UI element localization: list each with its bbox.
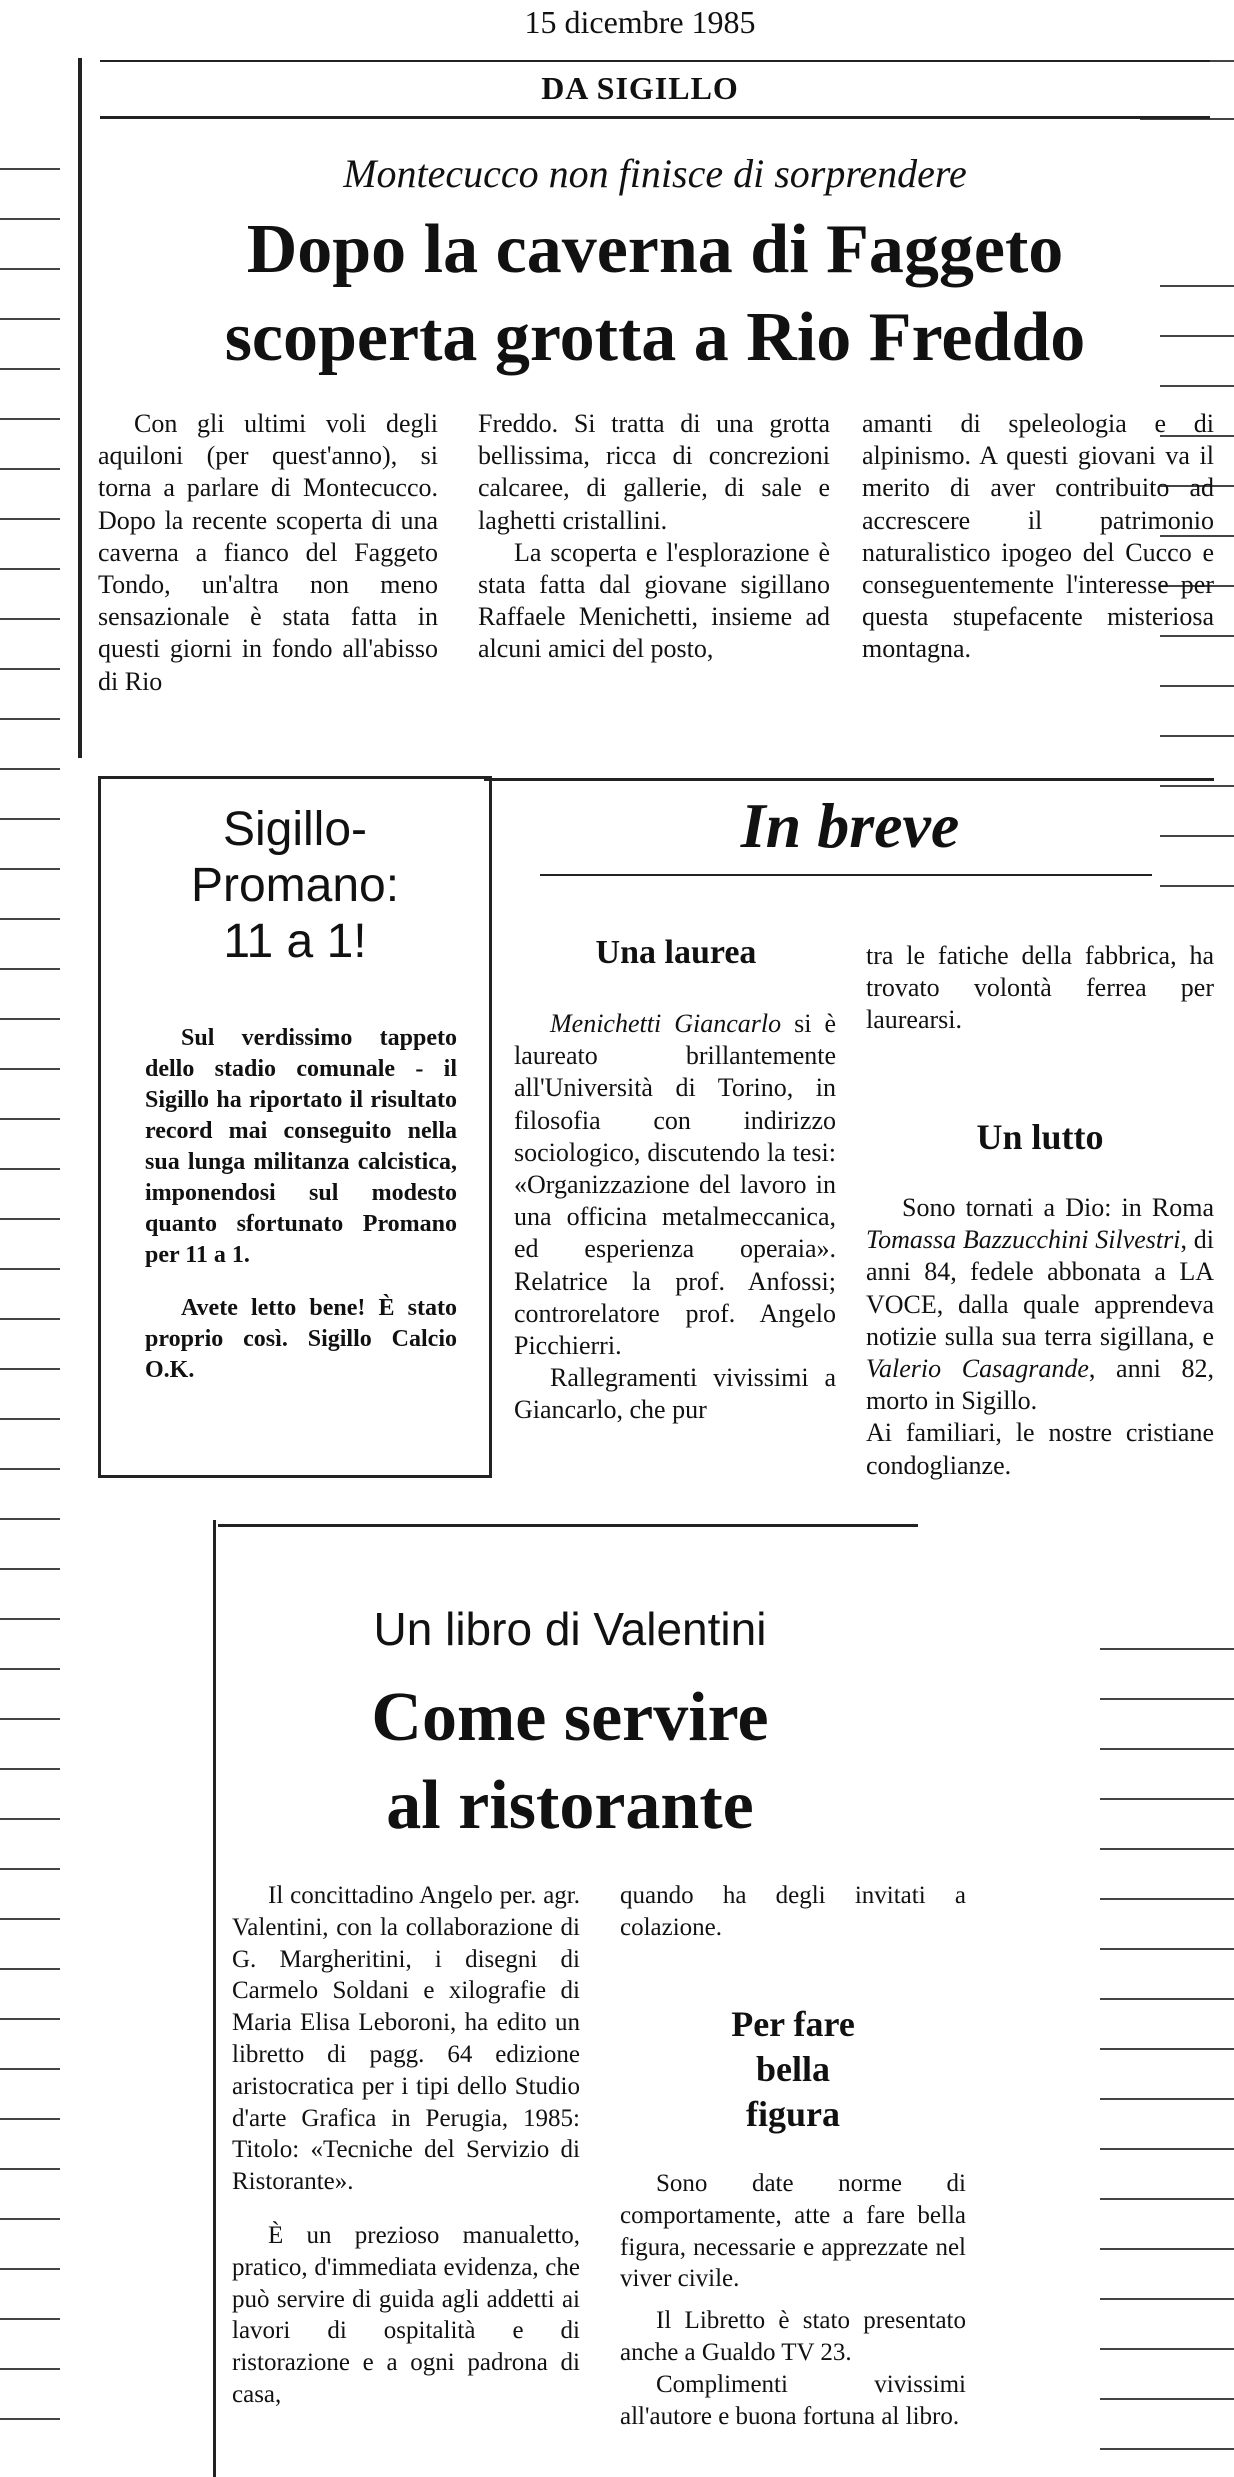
article2-subhead-line1: Per fare bbox=[731, 2004, 855, 2044]
left-vertical-rule-bottom bbox=[213, 1520, 216, 2477]
lutto-text-b: , di anni 84, fedele abbonata a LA VOCE, dalla quale apprendeva notizie sulla sua terra sigillana, e bbox=[866, 1225, 1214, 1351]
section-title: DA SIGILLO bbox=[541, 70, 739, 106]
issue-date: 15 dicembre 1985 bbox=[524, 4, 756, 40]
article2-col2-text-1: quando ha degli invitati a colazione. bbox=[620, 1882, 966, 1941]
article2-col1-text-2: È un prezioso manualetto, pratico, d'immediata evidenza, che può servire di guida agli addetti ai lavori di ospitalità e di ristorazione e a ogni padrona di casa, bbox=[232, 2221, 580, 2408]
article2-col2-text-2: Sono date norme di comportamente, atte a fare bella figura, necessarie e apprezzate nel viver civile. bbox=[620, 2170, 966, 2293]
left-vertical-rule bbox=[78, 58, 82, 758]
lutto-name-1: Tomassa Bazzucchini Silvestri bbox=[866, 1225, 1181, 1255]
laurea-column-2 bbox=[866, 940, 1214, 1037]
article2-col2-text-3: Il Libretto è stato presentato anche a Gualdo TV 23. bbox=[620, 2307, 966, 2366]
article1-column-2 bbox=[478, 408, 830, 666]
lutto-text-a: Sono tornati a Dio: in Roma bbox=[902, 1193, 1214, 1222]
sport-box bbox=[98, 776, 492, 1478]
lutto-text-2: Ai familiari, le nostre cristiane condoglianze. bbox=[866, 1418, 1214, 1480]
sport-box-title-2: Promano: bbox=[190, 859, 400, 912]
header-rule-bottom bbox=[100, 116, 1210, 119]
laurea-text-3: tra le fatiche della fabbrica, ha trovato volontà ferrea per laurearsi. bbox=[866, 941, 1214, 1035]
laurea-text-2: Rallegramenti vivissimi a Giancarlo, che pur bbox=[514, 1363, 836, 1425]
article2-kicker: Un libro di Valentini bbox=[373, 1603, 767, 1655]
lutto-text-c: , anni 82, morto in Sigillo. bbox=[866, 1354, 1214, 1416]
article2-col1-text-1: Il concittadino Angelo per. agr. Valentini, con la collaborazione di G. Margheritini, i disegni di Carmelo Soldani e xilografie di Maria Elisa Leboroni, ha edito un libretto di pagg. 64 edizione aristocratica per i tipi dello Studio d'arte Grafica in Perugia, 1985: Titolo: «Tecniche del Servizio di Ristorante». bbox=[232, 1882, 580, 2196]
sport-box-title-1: Sigillo- bbox=[222, 803, 368, 856]
lutto-name-2: Valerio Casagrande bbox=[866, 1354, 1089, 1384]
laurea-column-1 bbox=[514, 1008, 836, 1427]
article2-headline-line2: al ristorante bbox=[386, 1767, 754, 1844]
inbreve-rule-top bbox=[484, 778, 1214, 781]
lutto-text-1 bbox=[866, 1192, 1214, 1417]
laurea-text-1 bbox=[514, 1008, 836, 1362]
lutto-column bbox=[866, 1192, 1214, 1482]
sport-box-text-2: Avete letto bene! È stato proprio così. Sigillo Calcio O.K. bbox=[145, 1295, 457, 1383]
article1-col3-text: amanti di speleologia e di alpinismo. A questi giovani va il merito di aver contribuito ad accrescere il patrimonio naturalistico ipogeo del Cucco e conseguentemente l'interesse per questa stupefacente misteriosa montagna. bbox=[862, 409, 1214, 664]
article2-rule-top bbox=[218, 1524, 918, 1527]
article1-headline-line1: Dopo la caverna di Faggeto bbox=[246, 211, 1064, 288]
article1-kicker: Montecucco non finisce di sorprendere bbox=[343, 151, 967, 196]
article1-column-3 bbox=[862, 408, 1214, 666]
sport-box-title-3: 11 a 1! bbox=[223, 915, 367, 968]
article2-column-2 bbox=[620, 1880, 966, 1944]
article2-column-2b bbox=[620, 2168, 966, 2432]
inbreve-rule-bottom bbox=[540, 874, 1152, 876]
article1-column-1 bbox=[98, 408, 438, 698]
laurea-text-1-rest: si è laureato brillantemente all'Università di Torino, in filosofia con indirizzo sociologico, discutendo la tesi: «Organizzazione del lavoro in una officina metalmeccanica, ed esperienza operaia». Relatrice la prof. Anfossi; controrelatore prof. Angelo Picchierri. bbox=[514, 1009, 836, 1361]
inbreve-title: In breve bbox=[740, 790, 960, 861]
article1-col2-text-2: La scoperta e l'esplorazione è stata fatta dal giovane sigillano Raffaele Menichetti, insieme ad alcuni amici del posto, bbox=[478, 537, 830, 664]
article2-subhead-line2: bella bbox=[755, 2049, 830, 2089]
lutto-heading: Un lutto bbox=[976, 1117, 1104, 1157]
article2-subhead bbox=[620, 2002, 966, 2137]
article1-col2-text-1: Freddo. Si tratta di una grotta bellissima, ricca di concrezioni calcaree, di gallerie, di sale e laghetti cristallini. bbox=[478, 409, 830, 535]
article2-headline-line1: Come servire bbox=[371, 1679, 769, 1756]
article1-headline-line2: scoperta grotta a Rio Freddo bbox=[224, 299, 1086, 376]
header-rule-top bbox=[100, 60, 1210, 62]
laurea-heading: Una laurea bbox=[595, 934, 757, 971]
sport-box-text-1: Sul verdissimo tappeto dello stadio comunale - il Sigillo ha riportato il risultato record mai conseguito nella sua lunga militanza calcistica, imponendosi sul modesto quanto sfortunato Promano per 11 a 1. bbox=[145, 1025, 457, 1268]
sport-box-body bbox=[145, 1023, 457, 1386]
article2-column-1 bbox=[232, 1880, 580, 2411]
article2-subhead-line3: figura bbox=[746, 2094, 840, 2134]
laurea-name: Menichetti Giancarlo bbox=[550, 1009, 782, 1038]
article1-col1-text: Con gli ultimi voli degli aquiloni (per quest'anno), si torna a parlare di Montecucco. Dopo la recente scoperta di una caverna a fianco del Faggeto Tondo, un'altra non meno sensazionale è stata fatta in questi giorni in fondo all'abisso di Rio bbox=[98, 409, 438, 696]
article2-col2-text-4: Complimenti vivissimi all'autore e buona fortuna al libro. bbox=[620, 2370, 966, 2430]
